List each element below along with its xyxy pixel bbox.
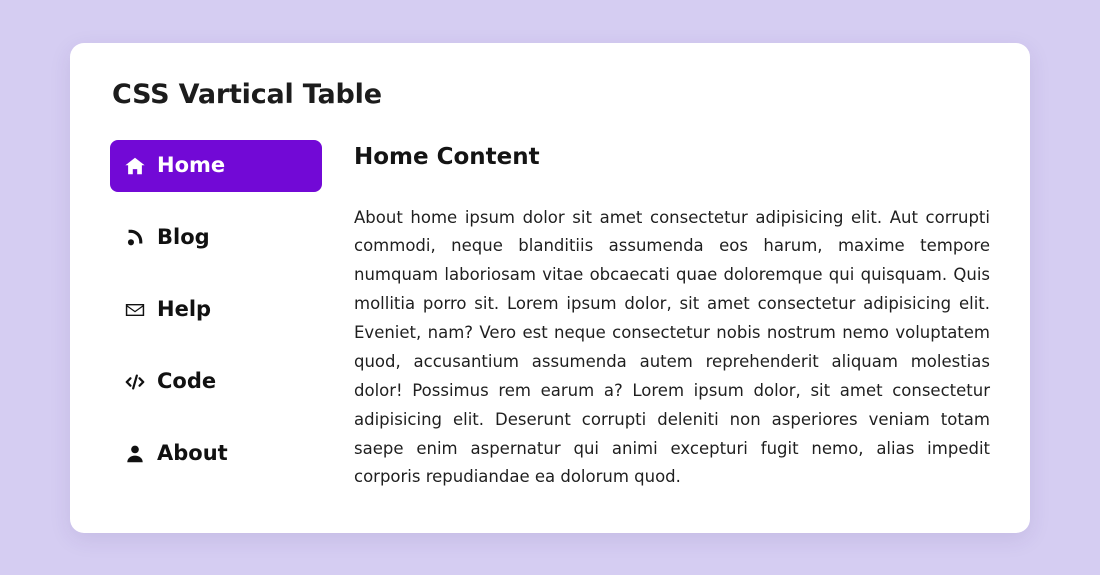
tab-home[interactable] [110, 140, 322, 192]
tab-code-label: Code [157, 369, 217, 393]
home-icon [124, 155, 146, 177]
vertical-tab-list [110, 140, 322, 480]
tab-code[interactable] [110, 356, 322, 408]
tab-help[interactable] [110, 284, 322, 336]
page-title: CSS Vartical Table [112, 78, 382, 110]
blog-icon [124, 227, 146, 249]
vertical-tab-layout [110, 140, 990, 493]
content-paragraph: About home ipsum dolor sit amet consectetur adipisicing elit. Aut corrupti commodi, neque blanditiis assumenda eos harum, maxime tempore numquam laboriosam vitae obcaecati quae doloremque qui quisquam. Quis mollitia porro sit. Lorem ipsum dolor, sit amet consectetur adipisicing elit. Eveniet, nam? Vero est neque consectetur nobis nostrum nemo voluptatem quod, accusantium assumenda autem reprehenderit aliquam molestias dolor! Possimus rem earum a? Lorem ipsum dolor, sit amet consectetur adipisicing elit. Deserunt corrupti deleniti non asperiores veniam totam saepe enim aspernatur qui animi excepturi fugit nemo, alias impedit corporis repudiandae ea dolorum quod. [354, 207, 990, 487]
code-icon [124, 371, 146, 393]
tab-panel-home [322, 140, 990, 493]
tab-about-label: About [157, 441, 228, 465]
tab-home-label: Home [157, 153, 226, 177]
main-card [70, 43, 1030, 533]
content-heading: Home Content [354, 143, 540, 170]
tab-blog-label: Blog [157, 225, 210, 249]
tab-help-label: Help [157, 297, 212, 321]
envelope-icon [124, 299, 146, 321]
user-icon [124, 443, 146, 465]
tab-blog[interactable] [110, 212, 322, 264]
tab-about[interactable] [110, 428, 322, 480]
